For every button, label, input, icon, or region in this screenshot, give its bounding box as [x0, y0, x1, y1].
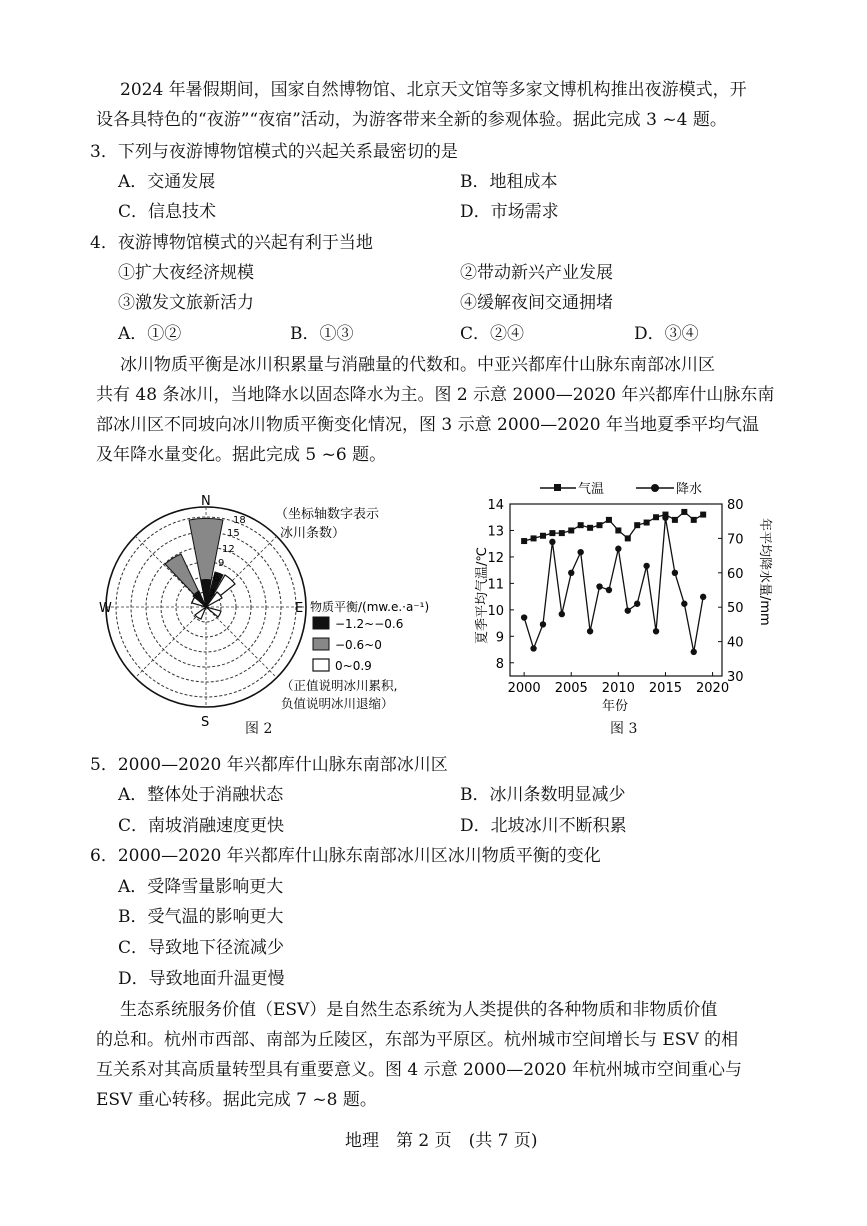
temperature-point [691, 517, 697, 523]
figure-2-rose-diagram [95, 490, 465, 740]
direction-west: W [99, 601, 112, 616]
precipitation-point [615, 546, 621, 552]
sector-ese [206, 607, 221, 617]
passage1-line1: 2024 年暑假期间，国家自然博物馆、北京天文馆等多家文博机构推出夜游模式，开 [120, 80, 747, 100]
legend-swatch-grey [313, 638, 329, 650]
y-left-tick-label: 10 [487, 603, 504, 619]
q5-option-a[interactable]: A．整体处于消融状态 [118, 785, 284, 805]
q4-stem: 4．夜游博物馆模式的兴起有利于当地 [90, 233, 373, 253]
precipitation-point [559, 611, 565, 617]
y-right-tick-label: 40 [727, 635, 744, 651]
ring-label-18: 18 [233, 515, 246, 526]
precipitation-point [643, 563, 649, 569]
q5-option-c[interactable]: C．南坡消融速度更快 [118, 816, 285, 836]
figure-2-caption: 图 2 [245, 721, 273, 737]
precipitation-point [587, 628, 593, 634]
y-right-tick-label: 60 [727, 566, 744, 582]
precipitation-point [568, 570, 574, 576]
q4-item-3: ③激发文旅新活力 [118, 293, 254, 313]
temperature-point [531, 535, 537, 541]
precipitation-point [691, 649, 697, 655]
temperature-point [540, 533, 546, 539]
direction-south: S [201, 715, 210, 730]
q6-option-d[interactable]: D．导致地面升温更慢 [118, 969, 285, 989]
temperature-point [597, 522, 603, 528]
legend-precip-marker [651, 484, 659, 492]
temperature-point [634, 522, 640, 528]
sector-ssw [195, 607, 206, 619]
ring-label-6: 6 [213, 573, 220, 584]
q3-option-c[interactable]: C．信息技术 [118, 202, 217, 222]
ring-label-12: 12 [222, 544, 235, 555]
temperature-point [578, 522, 584, 528]
legend-title: 物质平衡/(mw.e.·a⁻¹) [310, 600, 430, 614]
q3-stem: 3．下列与夜游博物馆模式的兴起关系最密切的是 [90, 142, 458, 162]
q6-option-c[interactable]: C．导致地下径流减少 [118, 938, 285, 958]
precipitation-point [681, 601, 687, 607]
y-right-tick-label: 50 [727, 601, 744, 617]
passage2-line1: 冰川物质平衡是冰川积累量与消融量的代数和。中亚兴都库什山脉东南部冰川区 [120, 355, 715, 375]
precipitation-point [596, 583, 602, 589]
temperature-point [700, 512, 706, 518]
temperature-point [625, 535, 631, 541]
precipitation-point [521, 614, 527, 620]
ring-label-9: 9 [218, 558, 225, 569]
legend-label-white: 0~0.9 [335, 659, 372, 673]
legend-temp-marker [554, 484, 561, 491]
passage1-line2: 设各具特色的“夜游”“夜宿”活动，为游客带来全新的参观体验。据此完成 3 ~4 题。 [96, 110, 727, 130]
y-axis-right-title: 年平均降水量/mm [757, 518, 772, 626]
precipitation-point [634, 601, 640, 607]
y-left-tick-label: 8 [495, 656, 504, 672]
legend-temp-label: 气温 [578, 482, 605, 497]
fig2-note-line1: （坐标轴数字表示 [275, 507, 380, 522]
legend-label-black: −1.2~−0.6 [335, 617, 404, 631]
legend-note-line1: （正值说明冰川累积, [281, 678, 398, 693]
q4-item-4: ④缓解夜间交通拥堵 [460, 293, 613, 313]
figure-3-caption: 图 3 [610, 721, 638, 737]
legend-note-line2: 负值说明冰川退缩） [281, 696, 394, 711]
q6-option-a[interactable]: A．受降雪量影响更大 [118, 877, 284, 897]
legend-precip-label: 降水 [676, 482, 703, 497]
q4-item-2: ②带动新兴产业发展 [460, 263, 613, 283]
q3-option-a[interactable]: A．交通发展 [118, 172, 216, 192]
passage3-line3: 互关系对其高质量转型具有重要意义。图 4 示意 2000—2020 年杭州城市空间重心与 [96, 1060, 742, 1080]
temperature-point [672, 517, 678, 523]
precipitation-point [653, 628, 659, 634]
x-tick-label: 2010 [601, 681, 635, 696]
q5-option-d[interactable]: D．北坡冰川不断积累 [460, 816, 627, 836]
y-left-tick-label: 12 [487, 550, 504, 566]
temperature-point [559, 530, 565, 536]
y-left-tick-label: 14 [487, 498, 504, 513]
passage2-line2: 共有 48 条冰川，当地降水以固态降水为主。图 2 示意 2000—2020 年兴都库什山脉东南 [96, 385, 775, 405]
temperature-point [615, 527, 621, 533]
temperature-point [681, 509, 687, 515]
legend-label-grey: −0.6~0 [335, 638, 382, 652]
q5-stem: 5．2000—2020 年兴都库什山脉东南部冰川区 [90, 755, 448, 775]
series-line-temperature [524, 512, 703, 541]
legend-swatch-black [313, 617, 329, 629]
q3-option-b[interactable]: B．地租成本 [460, 172, 558, 192]
y-right-tick-label: 70 [727, 532, 744, 548]
ring-label-15: 15 [227, 528, 240, 539]
y-right-tick-label: 80 [727, 498, 744, 513]
precipitation-point [700, 594, 706, 600]
ring-label-3: 3 [209, 588, 216, 599]
precipitation-point [540, 621, 546, 627]
x-tick-label: 2020 [696, 681, 730, 696]
temperature-point [521, 538, 527, 544]
figure-3-chart [470, 476, 780, 716]
precipitation-point [530, 645, 536, 651]
temperature-point [549, 530, 555, 536]
q4-option-c[interactable]: C．②④ [460, 324, 525, 344]
direction-north: N [201, 494, 211, 509]
q5-option-b[interactable]: B．冰川条数明显减少 [460, 785, 626, 805]
temperature-point [568, 527, 574, 533]
passage3-line4: ESV 重心转移。据此完成 7 ~8 题。 [96, 1090, 377, 1110]
temperature-point [644, 520, 650, 526]
passage2-line3: 部冰川区不同坡向冰川物质平衡变化情况，图 3 示意 2000—2020 年当地夏季平均气温 [96, 415, 759, 435]
series-line-precipitation [524, 518, 703, 652]
temperature-point [587, 525, 593, 531]
precipitation-point [577, 549, 583, 555]
x-tick-label: 2015 [648, 681, 683, 696]
precipitation-point [606, 587, 612, 593]
x-tick-label: 2000 [507, 681, 541, 696]
page-footer: 地理 第 2 页 (共 7 页) [345, 1131, 538, 1151]
temperature-point [606, 517, 612, 523]
passage3-line1: 生态系统服务价值（ESV）是自然生态系统为人类提供的各种物质和非物质价值 [120, 1000, 718, 1020]
x-tick-label: 2005 [554, 681, 588, 696]
q3-option-d[interactable]: D．市场需求 [460, 202, 559, 222]
q4-option-a[interactable]: A．①② [118, 324, 182, 344]
fig2-note-line2: 冰川条数） [280, 526, 346, 541]
y-axis-left-title: 夏季平均气温/℃ [475, 547, 490, 644]
q6-stem: 6．2000—2020 年兴都库什山脉东南部冰川区冰川物质平衡的变化 [90, 846, 601, 866]
precipitation-point [672, 570, 678, 576]
q4-option-b[interactable]: B．①③ [290, 324, 354, 344]
temperature-point [653, 514, 659, 520]
passage3-line2: 的总和。杭州市西部、南部为丘陵区，东部为平原区。杭州城市空间增长与 ESV 的相 [96, 1030, 739, 1050]
q4-item-1: ①扩大夜经济规模 [118, 263, 254, 283]
precipitation-point [625, 607, 631, 613]
y-left-tick-label: 9 [495, 630, 504, 646]
y-right-tick-label: 30 [727, 670, 744, 685]
passage2-line4: 及年降水量变化。据此完成 5 ~6 题。 [96, 445, 387, 465]
y-left-tick-label: 13 [487, 524, 504, 540]
q6-option-b[interactable]: B．受气温的影响更大 [118, 907, 284, 927]
direction-east: E [295, 601, 304, 616]
x-axis-title: 年份 [602, 699, 629, 714]
q4-option-d[interactable]: D．③④ [634, 324, 699, 344]
legend-swatch-white [313, 659, 329, 671]
precipitation-point [662, 515, 668, 521]
precipitation-point [549, 539, 555, 545]
y-left-tick-label: 11 [487, 577, 504, 593]
